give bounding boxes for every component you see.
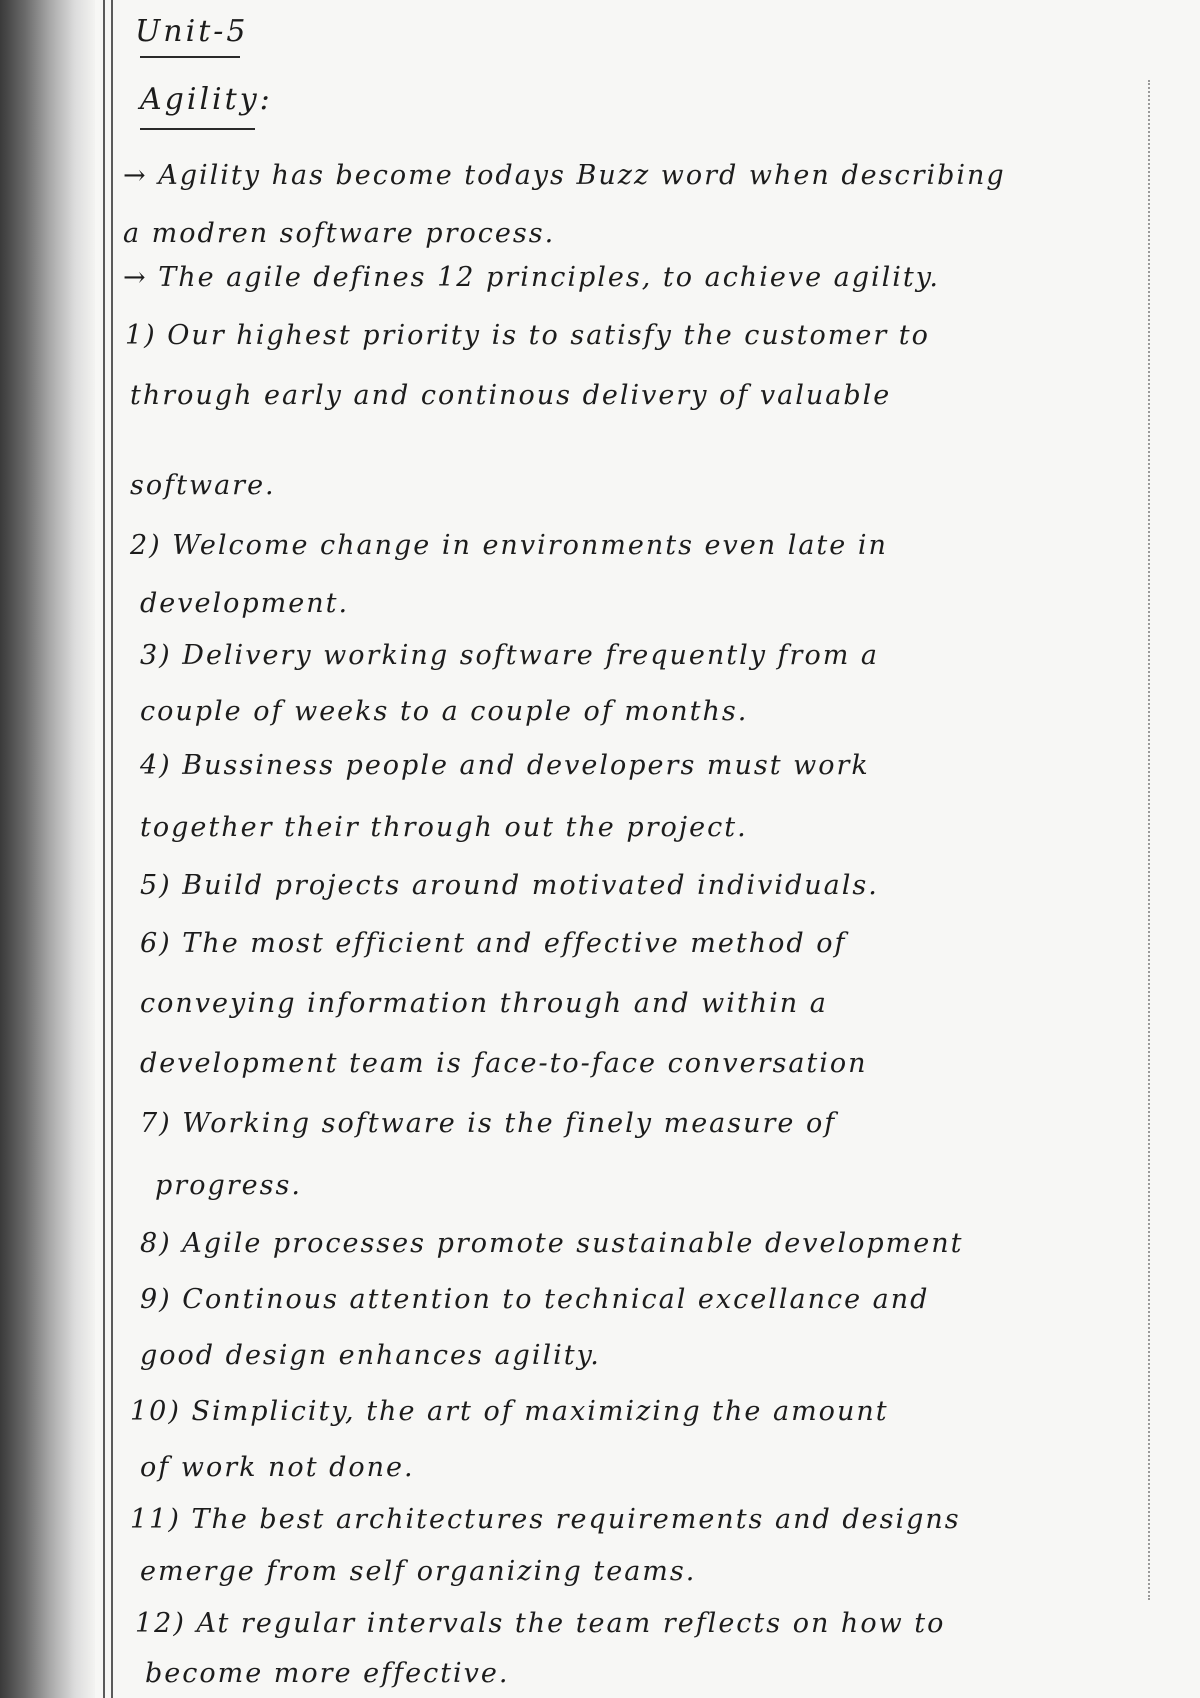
text-line: conveying information through and within a [140,988,828,1019]
margin-line [111,0,113,1698]
text-line: progress. [155,1170,302,1201]
text-line: 2) Welcome change in environments even late in [130,530,888,561]
section-title-underline [140,128,255,130]
text-line: 12) At regular intervals the team reflects on how to [135,1608,946,1639]
unit-title-underline [140,56,240,58]
text-line: 3) Delivery working software frequently from a [140,640,879,671]
text-line: development. [140,588,350,619]
text-line: become more effective. [145,1658,510,1689]
text-line: a modren software process. [123,218,556,249]
text-line: → The agile defines 12 principles, to achieve agility. [123,262,941,293]
text-line: software. [130,470,276,501]
text-line: 7) Working software is the finely measure of [140,1108,837,1139]
text-line: 5) Build projects around motivated individuals. [140,870,879,901]
text-line: development team is face-to-face conversation [140,1048,868,1079]
text-line: 8) Agile processes promote sustainable development [140,1228,964,1259]
text-line: 6) The most efficient and effective method of [140,928,847,959]
text-line: 9) Continous attention to technical excellance and [140,1284,930,1315]
text-line: through early and continous delivery of valuable [130,380,892,411]
text-line: emerge from self organizing teams. [140,1556,697,1587]
text-line: good design enhances agility. [140,1340,601,1371]
text-line: together their through out the project. [140,812,748,843]
margin-line [103,0,105,1698]
text-line: 4) Bussiness people and developers must work [140,750,870,781]
text-line: 11) The best architectures requirements and designs [130,1504,961,1535]
text-line: 10) Simplicity, the art of maximizing the amount [130,1396,889,1427]
text-line: → Agility has become todays Buzz word when describing [123,160,1006,191]
text-line: 1) Our highest priority is to satisfy the customer to [125,320,930,351]
text-line: of work not done. [140,1452,415,1483]
unit-title: Unit-5 [135,14,249,49]
page-binding-shadow [0,0,95,1698]
text-line: couple of weeks to a couple of months. [140,696,749,727]
section-title: Agility: [140,82,273,117]
right-margin-dots [1148,80,1150,1600]
